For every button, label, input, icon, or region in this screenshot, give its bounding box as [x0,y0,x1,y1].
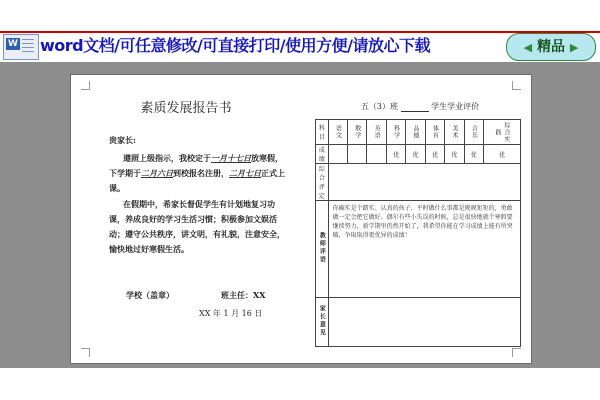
subject-cell: 数学 [348,120,367,145]
report-left-page [71,75,301,363]
score-row [316,145,521,164]
subject-label: 科目 [316,120,329,145]
score-label: 成绩 [316,145,329,164]
report-title: 素质发展报告书 [140,101,232,116]
subject-row [316,120,521,145]
document-workspace[interactable] [0,62,600,368]
top-banner [0,0,600,62]
subject-cell: 英语 [367,120,386,145]
advice-paragraph: 在假期中，希家长督促学生有计划地复习功课，养成良好的学习生活习惯；积极参加文娱活动；遵守公共秩序，讲文明，有礼貌，注意安全，愉快地过好寒假生活。 [109,199,285,254]
score-cell[interactable]: 优 [484,145,521,164]
score-cell[interactable] [348,145,367,164]
report-date: XX 年 1 月 16 日 [199,309,263,318]
comprehensive-cell[interactable] [328,164,520,201]
teacher-comment-cell[interactable]: 你确实是个踏实、认真的孩子，平时做什么事都是规规矩矩的，勇敢做一定会把它做好。偶尔有些小失误的时候，总是很快地就个寒假要继续努力，新学期里仍然开始了，我希望你能在学习成绩上能有所突破，争取取得更优异的成绩！ [328,201,520,298]
notice-paragraph: 遵照上级指示，我校定于一月十七日放寒假，下学期于二月六日到校报名注册，二月七日正式上课。 [109,153,285,193]
score-cell[interactable]: 优 [425,145,444,164]
registration-date: 二月六日 [141,168,173,178]
subject-cell: 美术 [445,120,464,145]
teacher-comment-row [316,201,521,298]
score-cell[interactable]: 优 [386,145,405,164]
score-cell[interactable]: 优 [445,145,464,164]
right-arrow-icon: ▶ [569,41,579,54]
score-cell[interactable] [328,145,347,164]
greeting: 贵家长: [109,135,136,145]
banner-text: word文档/可任意修改/可直接打印/使用方便/请放心下载 [40,36,430,55]
score-cell[interactable]: 优 [406,145,425,164]
parent-comment-row [316,298,521,347]
left-arrow-icon: ◀ [523,41,533,54]
subject-cell: 语文 [328,120,347,145]
document-page[interactable] [70,74,532,364]
evaluation-heading: 五（3）班 学生学业评价 [360,102,480,111]
class-start-date: 二月七日 [229,168,261,178]
subject-cell: 科学 [386,120,405,145]
parent-comment-label: 家长意见 [316,298,329,347]
score-cell[interactable]: 优 [464,145,483,164]
student-name-blank[interactable] [401,103,429,112]
evaluation-right-page [315,75,525,363]
comprehensive-row [316,164,521,201]
word-document-icon: W [3,34,39,60]
subject-cell: 音乐 [464,120,483,145]
teacher-comment-label: 教师评语 [316,201,329,298]
bottom-strip [0,368,600,400]
subject-cell: 品德 [406,120,425,145]
badge-label: 精品 [537,39,565,55]
comprehensive-label: 综合评定 [316,164,329,201]
school-seal: 学校（盖章） [126,290,174,300]
evaluation-table [315,119,521,347]
premium-badge[interactable] [506,33,596,61]
teacher-signature: 班主任：XX [221,290,266,300]
score-cell[interactable] [367,145,386,164]
subject-cell: 综合实践 [484,120,521,145]
break-start-date: 一月十七日 [211,153,251,163]
subject-cell: 体育 [425,120,444,145]
parent-comment-cell[interactable] [328,298,520,347]
